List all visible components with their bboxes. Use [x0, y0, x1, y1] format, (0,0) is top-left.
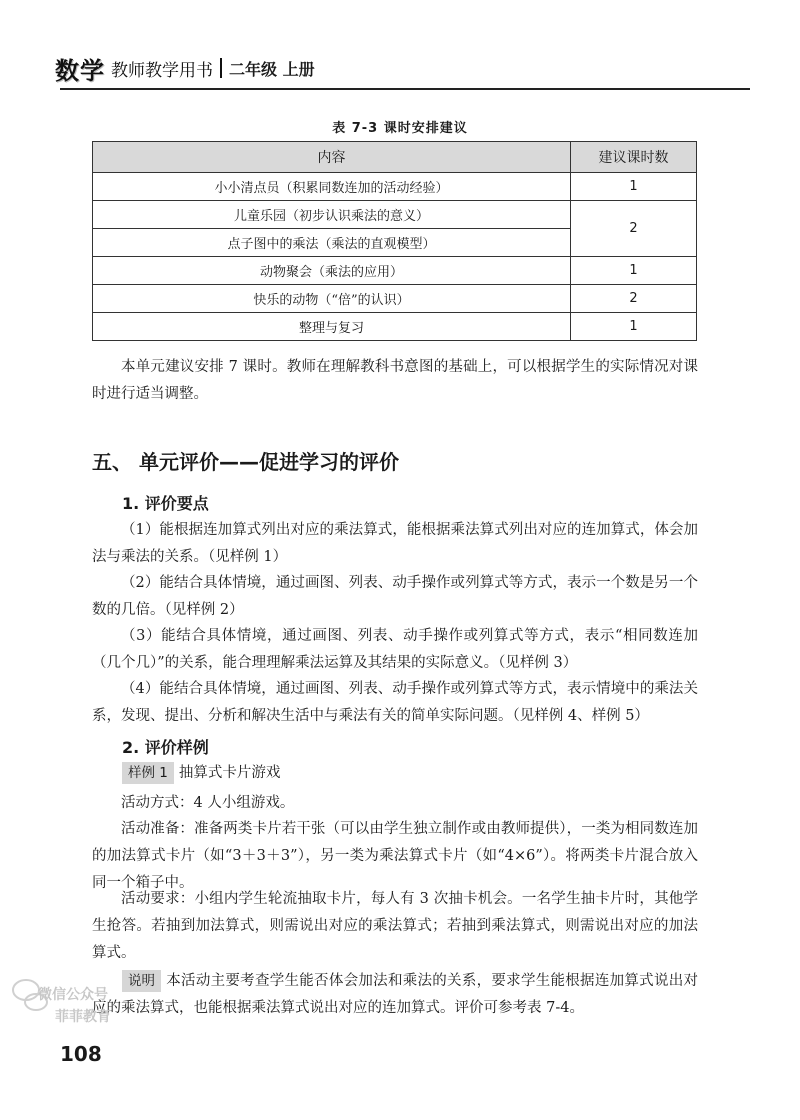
- running-header: [55, 52, 315, 84]
- table-row: [93, 313, 697, 341]
- column-header: 建议课时数: [571, 142, 697, 173]
- example-tag: 样例 1: [122, 762, 174, 784]
- watermark: [10, 972, 130, 1032]
- watermark-line1: 微信公众号: [38, 987, 108, 1003]
- activity-method: 活动方式：4 人小组游戏。: [121, 795, 295, 811]
- column-header: 内容: [93, 142, 571, 173]
- grade-label: 二年级 上册: [229, 59, 315, 79]
- cell-content: 点子图中的乘法（乘法的直观模型）: [93, 229, 571, 257]
- evaluation-point: （1）能根据连加算式列出对应的乘法算式，能根据乘法算式列出对应的连加算式，体会加法与乘法的关系。（见样例 1）: [92, 522, 698, 565]
- cell-content: 快乐的动物（“倍”的认识）: [93, 285, 571, 313]
- header-separator: [220, 58, 222, 78]
- table-row: [93, 285, 697, 313]
- activity-prep: 活动准备：准备两类卡片若干张（可以由学生独立制作或由教师提供），一类为相同数连加的加法算式卡片（如“3＋3＋3”），另一类为乘法算式卡片（如“4×6”）。将两类卡片混合放入同一个箱子中。: [92, 821, 698, 891]
- note-text: 本活动主要考查学生能否体会加法和乘法的关系，要求学生能根据连加算式说出对应的乘法算式，也能根据乘法算式说出对应的连加算式。评价可参考表 7-4。: [92, 973, 698, 1016]
- note-tag: 说明: [122, 970, 161, 992]
- cell-hours: 1: [571, 173, 697, 201]
- table-row: [93, 257, 697, 285]
- watermark-line2: 菲菲教育: [55, 1009, 111, 1025]
- example-title-line: [122, 760, 702, 787]
- table-caption: 表 7-3 课时安排建议: [332, 121, 468, 136]
- intro-paragraph: 本单元建议安排 7 课时。教师在理解教科书意图的基础上，可以根据学生的实际情况对课时进行适当调整。: [92, 359, 698, 402]
- cell-hours: 1: [571, 313, 697, 341]
- subsection-heading: 1. 评价要点: [122, 494, 209, 513]
- book-title: 教师教学用书: [111, 60, 213, 81]
- example-title: 抽算式卡片游戏: [178, 765, 281, 781]
- cell-content: 小小清点员（积累同数连加的活动经验）: [93, 173, 571, 201]
- evaluation-point: （2）能结合具体情境，通过画图、列表、动手操作或列算式等方式，表示一个数是另一个数的几倍。（见样例 2）: [92, 575, 698, 618]
- evaluation-point: （3）能结合具体情境，通过画图、列表、动手操作或列算式等方式，表示“相同数连加（几个几）”的关系，能合理理解乘法运算及其结果的实际意义。（见样例 3）: [92, 628, 698, 671]
- lesson-schedule-table: [92, 141, 697, 341]
- activity-requirement: 活动要求：小组内学生轮流抽取卡片，每人有 3 次抽卡机会。一名学生抽卡片时，其他学生抢答。若抽到加法算式，则需说出对应的乘法算式；若抽到乘法算式，则需说出对应的加法算式。: [92, 891, 698, 961]
- subsection-heading: 2. 评价样例: [122, 738, 209, 757]
- cell-content: 儿童乐园（初步认识乘法的意义）: [93, 201, 571, 229]
- cell-content: 动物聚会（乘法的应用）: [93, 257, 571, 285]
- section-heading: 五、 单元评价——促进学习的评价: [92, 450, 399, 474]
- cell-hours: 2: [571, 285, 697, 313]
- note-paragraph: [92, 968, 698, 1022]
- table-row: [93, 201, 697, 229]
- evaluation-point: （4）能结合具体情境，通过画图、列表、动手操作或列算式等方式，表示情境中的乘法关系，发现、提出、分析和解决生活中与乘法有关的简单实际问题。（见样例 4、样例 5）: [92, 681, 698, 724]
- page-number: 108: [60, 1042, 102, 1066]
- subject-logo: 数学: [55, 56, 105, 85]
- cell-content: 整理与复习: [93, 313, 571, 341]
- cell-hours: 2: [571, 201, 697, 257]
- table-row: [93, 173, 697, 201]
- cell-hours: 1: [571, 257, 697, 285]
- table-header-row: [93, 142, 697, 173]
- header-rule: [60, 88, 750, 90]
